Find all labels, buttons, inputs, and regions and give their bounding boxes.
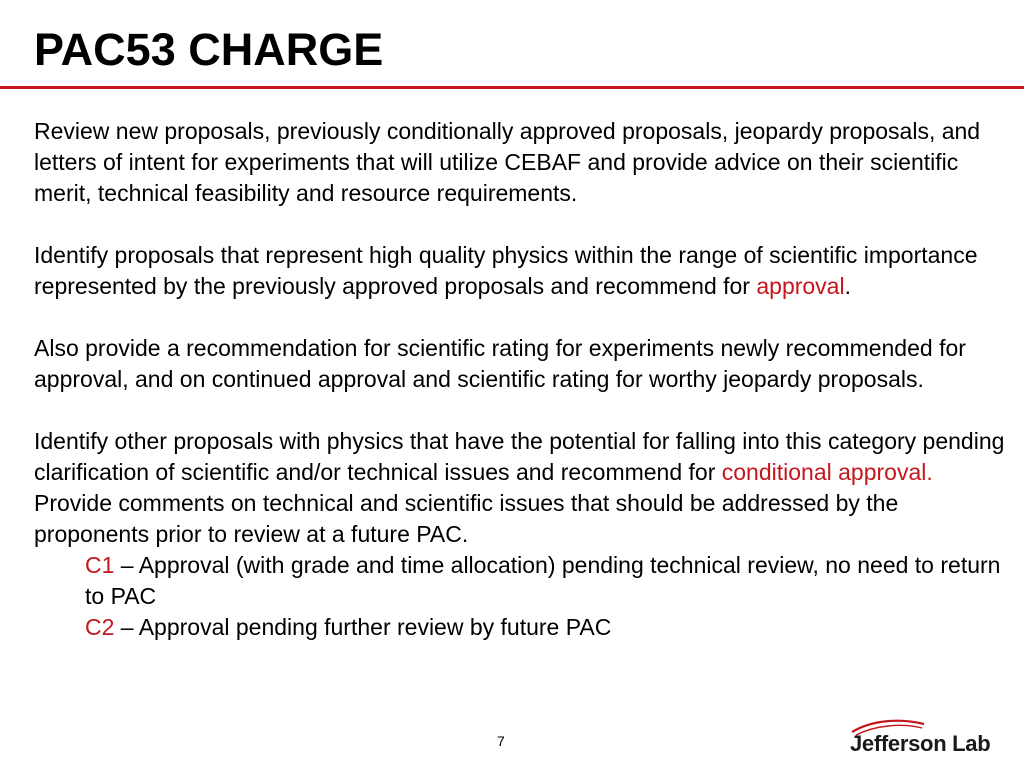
condition-item-c2 xyxy=(34,612,1014,643)
paragraph-text: Identify proposals that represent high quality physics within the range of scientific importance represented by the previously approved proposals and recommend for xyxy=(34,242,978,299)
slide-title: PAC53 CHARGE xyxy=(34,24,384,75)
condition-text: – Approval pending further review by future PAC xyxy=(114,614,612,640)
paragraph-conditional-text xyxy=(34,426,1014,550)
approval-highlight: approval xyxy=(756,273,845,299)
condition-item-c1 xyxy=(34,550,1014,612)
paragraph-review: Review new proposals, previously conditionally approved proposals, jeopardy proposals, and letters of intent for experiments that will utilize CEBAF and provide advice on their scientific merit, technical feasibility and resource requirements. xyxy=(34,118,981,206)
paragraph-end: . xyxy=(844,273,851,299)
paragraph-identify-approval xyxy=(34,240,1014,302)
paragraph-text: Identify other proposals with physics that have the potential for falling into this category pending clarification of scientific and/or technical issues and recommend for xyxy=(34,428,1005,485)
page-number: 7 xyxy=(497,733,505,749)
paragraph-scientific-rating: Also provide a recommendation for scientific rating for experiments newly recommended for approval, and on continued approval and scientific rating for worthy jeopardy proposals. xyxy=(34,335,966,392)
condition-code: C2 xyxy=(85,614,115,640)
title-divider xyxy=(0,86,1024,89)
conditional-approval-highlight: conditional approval. xyxy=(721,459,933,485)
condition-code: C1 xyxy=(85,552,115,578)
paragraph-conditional xyxy=(34,426,1014,643)
slide-body xyxy=(34,116,1014,643)
condition-text: – Approval (with grade and time allocation) pending technical review, no need to return to PAC xyxy=(85,552,1001,609)
paragraph-end: Provide comments on technical and scientific issues that should be addressed by the proponents prior to review at a future PAC. xyxy=(34,490,899,547)
jefferson-lab-logo: Jefferson Lab xyxy=(850,731,991,756)
